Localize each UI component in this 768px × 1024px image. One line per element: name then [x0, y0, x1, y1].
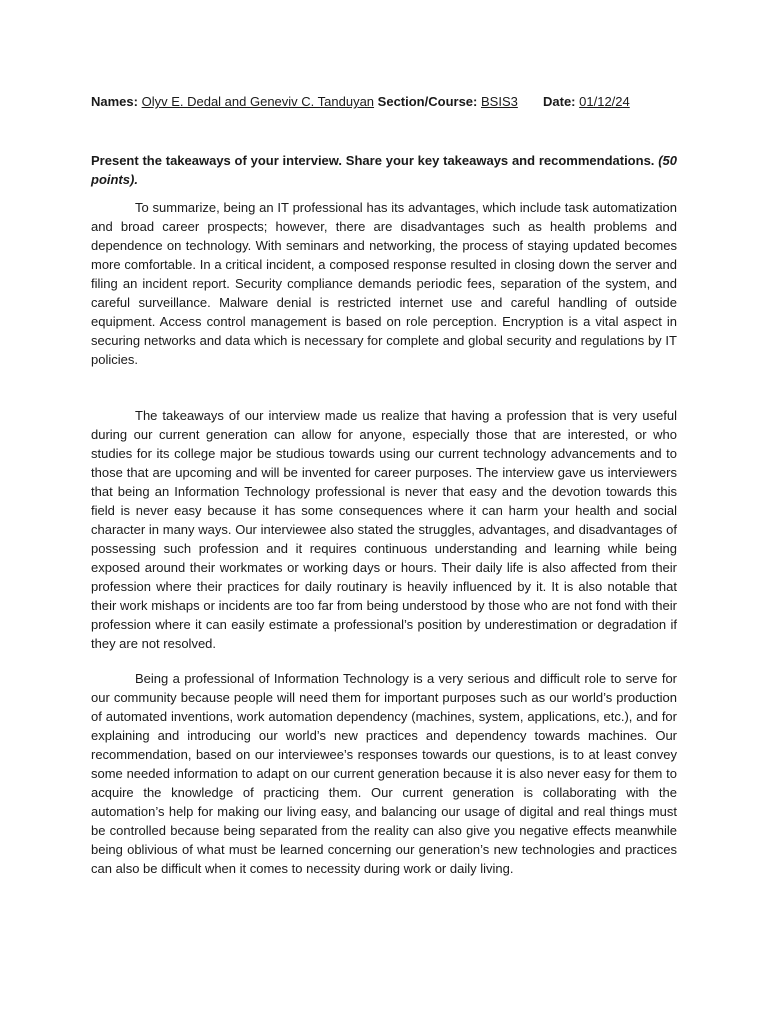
names-label: Names: — [91, 94, 138, 109]
section-label: Section/Course: — [377, 94, 478, 109]
date-group — [543, 93, 630, 111]
paragraph-recommendations: Being a professional of Information Technology is a very serious and difficult role to serve for our community because people will need them for important purposes such as our world’s production of automated inventions, work automation dependency (machines, system, applications, etc.), and for explaining and introducing our world’s new practices and dependency towards machines. Our recommendation, based on our interviewee’s responses towards our questions, is to at least convey some needed information to adapt on our current generation because it is also never easy for them to acquire the knowledge of practicing them. Our current generation is collaborating with the automation’s help for making our living easy, and balancing our usage of digital and real things must be controlled because being separated from the reality can also give you negative effects meanwhile being oblivious of what must be learned concerning our generation’s new technologies and practices can also be difficult when it comes to necessity during work or daily living. — [91, 671, 677, 876]
section-value: BSIS3 — [480, 94, 518, 109]
prompt-text: Present the takeaways of your interview. Share your key takeaways and recommendations. — [91, 153, 655, 168]
paragraph-summary: To summarize, being an IT professional has its advantages, which include task automatization and broad career prospects; however, there are disadvantages such as health problems and dependence on technology. With seminars and networking, the process of staying updated becomes more comfortable. In a critical incident, a composed response resulted in closing down the server and filing an incident report. Security compliance demands periodic fees, separation of the system, and careful surveillance. Malware denial is restricted internet use and careful handling of outside equipment. Access control management is based on role perception. Encryption is a vital aspect in securing networks and data which is necessary for complete and global security and regulations by IT policies. — [91, 200, 677, 367]
prompt-points: (50 points). — [91, 153, 677, 187]
document-header — [91, 93, 691, 111]
date-label: Date: — [543, 94, 576, 109]
date-value: 01/12/24 — [579, 94, 630, 109]
paragraph-takeaways: The takeaways of our interview made us realize that having a profession that is very useful during our current generation can allow for anyone, especially those that are interested, or who studies for its college major be studious towards using our current technology advancements and to those that are upcoming and will be invented for career purposes. The interview gave us interviewers that being an Information Technology professional is never that easy and the devotion towards this field is never easy because it has some consequences where it can harm your health and social character in many ways. Our interviewee also stated the struggles, advantages, and disadvantages of possessing such profession and it requires continuous understanding and learning while being exposed around their workmates or working days or hours. Their daily life is also affected from their profession where their practices for daily routinary is heavily influenced by it. It is also notable that their work mishaps or incidents are too far from being understood by those who are not fond with their profession where it can easily estimate a professional’s position by underestimation or degradation if they are not resolved. — [91, 408, 677, 651]
assignment-prompt — [91, 151, 677, 189]
names-value: Olyv E. Dedal and Geneviv C. Tanduyan — [141, 94, 375, 109]
